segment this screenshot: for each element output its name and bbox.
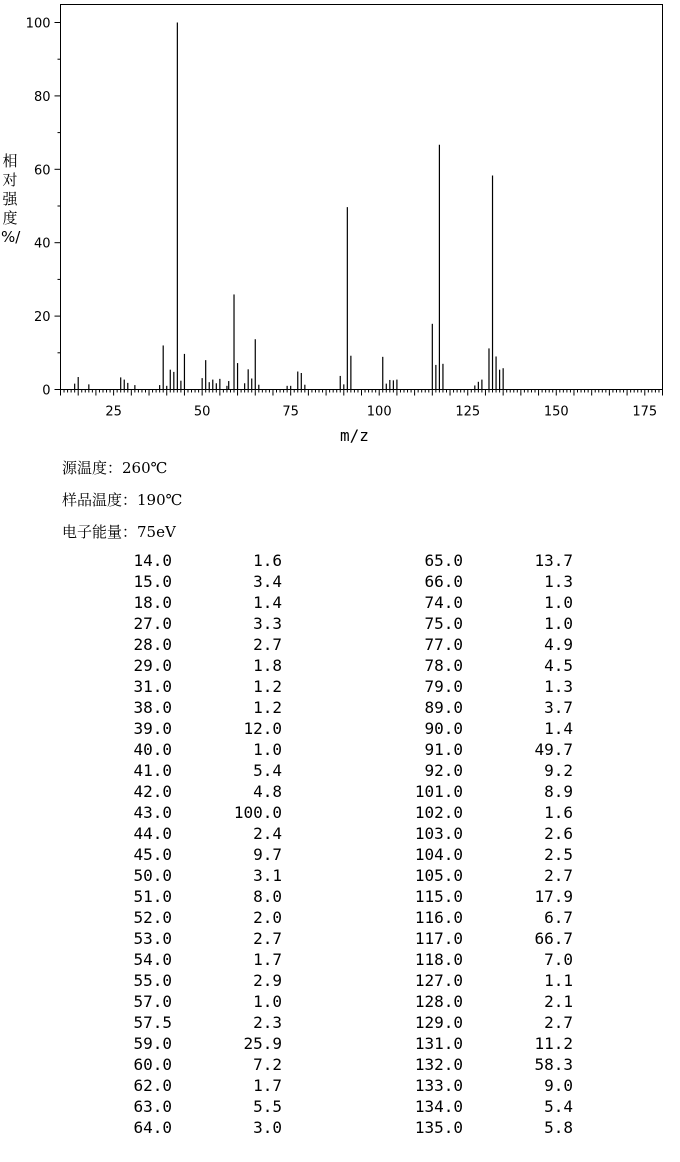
peak-table-row: [0, 823, 680, 844]
intensity-value: 3.7: [544, 698, 573, 717]
peak-table-row: [0, 907, 680, 928]
mz-value: 104.0: [414, 845, 463, 864]
intensity-value: 2.1: [544, 992, 573, 1011]
intensity-value: 4.9: [544, 635, 573, 654]
peak-table-row: [0, 613, 680, 634]
mz-value: 41.0: [133, 761, 172, 780]
mz-value: 39.0: [133, 719, 172, 738]
x-tick-label: 75: [282, 404, 299, 420]
mz-value: 14.0: [133, 551, 172, 570]
y-axis-label-char: 对: [2, 171, 18, 189]
intensity-value: 7.2: [253, 1055, 282, 1074]
mz-value: 57.5: [133, 1013, 172, 1032]
mz-value: 50.0: [133, 866, 172, 885]
intensity-value: 1.0: [544, 593, 573, 612]
intensity-value: 3.1: [253, 866, 282, 885]
mz-value: 60.0: [133, 1055, 172, 1074]
mz-value: 117.0: [414, 929, 463, 948]
electron-energy: [62, 521, 176, 542]
intensity-value: 5.5: [253, 1097, 282, 1116]
intensity-value: 1.6: [253, 551, 282, 570]
peak-table-row: [0, 655, 680, 676]
peak-table-row: [0, 1054, 680, 1075]
intensity-value: 1.3: [544, 677, 573, 696]
y-tick-label: 40: [33, 236, 51, 252]
condition-label: 样品温度：: [62, 491, 138, 509]
intensity-value: 6.7: [544, 908, 573, 927]
intensity-value: 2.3: [253, 1013, 282, 1032]
intensity-value: 1.3: [544, 572, 573, 591]
intensity-value: 2.5: [544, 845, 573, 864]
mz-value: 78.0: [424, 656, 463, 675]
intensity-value: 1.6: [544, 803, 573, 822]
intensity-value: 9.7: [253, 845, 282, 864]
peak-table-row: [0, 760, 680, 781]
peak-table-row: [0, 1096, 680, 1117]
peak-table-row: [0, 634, 680, 655]
peak-table-row: [0, 781, 680, 802]
mz-value: 28.0: [133, 635, 172, 654]
intensity-value: 100.0: [233, 803, 282, 822]
intensity-value: 1.2: [253, 698, 282, 717]
mass-spectrum-chart: [0, 0, 680, 450]
mz-value: 53.0: [133, 929, 172, 948]
intensity-value: 8.0: [253, 887, 282, 906]
peak-table-row: [0, 886, 680, 907]
peak-table-row: [0, 949, 680, 970]
intensity-value: 1.0: [544, 614, 573, 633]
mz-value: 75.0: [424, 614, 463, 633]
peak-table-row: [0, 1012, 680, 1033]
intensity-value: 17.9: [534, 887, 573, 906]
intensity-value: 2.6: [544, 824, 573, 843]
mz-value: 131.0: [414, 1034, 463, 1053]
mz-value: 128.0: [414, 992, 463, 1011]
peak-table-row: [0, 865, 680, 886]
mz-value: 101.0: [414, 782, 463, 801]
intensity-value: 2.7: [544, 866, 573, 885]
mz-value: 118.0: [414, 950, 463, 969]
mz-value: 105.0: [414, 866, 463, 885]
intensity-value: 1.2: [253, 677, 282, 696]
mz-value: 31.0: [133, 677, 172, 696]
y-axis-label-char: 强: [2, 190, 18, 208]
mz-value: 45.0: [133, 845, 172, 864]
mz-value: 74.0: [424, 593, 463, 612]
intensity-value: 66.7: [534, 929, 573, 948]
x-axis-ticks: [61, 390, 663, 420]
mz-value: 90.0: [424, 719, 463, 738]
x-tick-label: 25: [105, 404, 122, 420]
intensity-value: 2.7: [253, 635, 282, 654]
condition-value: 260℃: [122, 459, 168, 477]
peak-table-row: [0, 739, 680, 760]
mz-value: 42.0: [133, 782, 172, 801]
mz-value: 115.0: [414, 887, 463, 906]
intensity-value: 11.2: [534, 1034, 573, 1053]
mz-value: 102.0: [414, 803, 463, 822]
mz-value: 129.0: [414, 1013, 463, 1032]
mz-value: 134.0: [414, 1097, 463, 1116]
y-tick-label: 60: [33, 163, 51, 179]
condition-label: 源温度：: [62, 459, 123, 477]
mz-value: 44.0: [133, 824, 172, 843]
mz-value: 54.0: [133, 950, 172, 969]
intensity-value: 5.4: [544, 1097, 573, 1116]
intensity-value: 3.3: [253, 614, 282, 633]
y-axis-label: [1, 152, 19, 247]
mz-value: 52.0: [133, 908, 172, 927]
intensity-value: 2.4: [253, 824, 282, 843]
mz-value: 79.0: [424, 677, 463, 696]
mz-value: 55.0: [133, 971, 172, 990]
intensity-value: 1.7: [253, 1076, 282, 1095]
peak-table-row: [0, 571, 680, 592]
peak-table-row: [0, 550, 680, 571]
intensity-value: 3.0: [253, 1118, 282, 1137]
intensity-value: 2.0: [253, 908, 282, 927]
intensity-value: 9.2: [544, 761, 573, 780]
mz-value: 116.0: [414, 908, 463, 927]
intensity-value: 5.8: [544, 1118, 573, 1137]
y-axis-label-char: 相: [2, 152, 18, 170]
mz-value: 40.0: [133, 740, 172, 759]
intensity-value: 12.0: [243, 719, 282, 738]
mz-value: 29.0: [133, 656, 172, 675]
mz-value: 66.0: [424, 572, 463, 591]
mz-value: 64.0: [133, 1118, 172, 1137]
spectrum-peaks: [75, 23, 503, 390]
y-axis-ticks: [26, 17, 61, 399]
intensity-value: 9.0: [544, 1076, 573, 1095]
mz-value: 103.0: [414, 824, 463, 843]
peak-table-row: [0, 676, 680, 697]
intensity-value: 2.7: [253, 929, 282, 948]
intensity-value: 1.0: [253, 740, 282, 759]
intensity-value: 49.7: [534, 740, 573, 759]
intensity-value: 1.4: [544, 719, 573, 738]
x-tick-label: 175: [632, 404, 658, 420]
mz-value: 91.0: [424, 740, 463, 759]
intensity-value: 2.9: [253, 971, 282, 990]
plot-frame: [61, 5, 663, 390]
intensity-value: 25.9: [243, 1034, 282, 1053]
mz-value: 77.0: [424, 635, 463, 654]
mz-value: 92.0: [424, 761, 463, 780]
y-tick-label: 20: [33, 310, 51, 326]
intensity-value: 5.4: [253, 761, 282, 780]
intensity-value: 4.5: [544, 656, 573, 675]
peak-table-row: [0, 718, 680, 739]
y-tick-label: 0: [42, 383, 51, 399]
intensity-value: 1.1: [544, 971, 573, 990]
condition-label: 电子能量：: [62, 523, 138, 541]
y-tick-label: 100: [25, 16, 51, 32]
peak-table-row: [0, 1117, 680, 1138]
y-axis-label-char: %/: [1, 228, 21, 246]
peak-table-row: [0, 928, 680, 949]
sample-temperature: [62, 489, 182, 510]
mz-value: 15.0: [133, 572, 172, 591]
mz-value: 18.0: [133, 593, 172, 612]
mz-value: 135.0: [414, 1118, 463, 1137]
mz-value: 133.0: [414, 1076, 463, 1095]
intensity-value: 3.4: [253, 572, 282, 591]
intensity-value: 8.9: [544, 782, 573, 801]
intensity-value: 1.0: [253, 992, 282, 1011]
intensity-value: 1.7: [253, 950, 282, 969]
x-tick-label: 50: [193, 404, 211, 420]
intensity-value: 13.7: [534, 551, 573, 570]
y-axis-label-char: 度: [2, 209, 18, 227]
peak-table-row: [0, 1033, 680, 1054]
condition-value: 75eV: [137, 523, 176, 541]
y-tick-label: 80: [33, 89, 51, 105]
intensity-value: 7.0: [544, 950, 573, 969]
mz-value: 43.0: [133, 803, 172, 822]
intensity-value: 58.3: [534, 1055, 573, 1074]
x-tick-label: 125: [455, 404, 481, 420]
x-tick-label: 150: [543, 404, 569, 420]
intensity-value: 1.8: [253, 656, 282, 675]
x-axis-label: m/z: [340, 426, 369, 445]
mz-value: 38.0: [133, 698, 172, 717]
intensity-value: 2.7: [544, 1013, 573, 1032]
mz-value: 63.0: [133, 1097, 172, 1116]
condition-value: 190℃: [137, 491, 183, 509]
intensity-value: 4.8: [253, 782, 282, 801]
source-temperature: [62, 457, 167, 478]
mz-value: 51.0: [133, 887, 172, 906]
mz-value: 27.0: [133, 614, 172, 633]
mz-value: 62.0: [133, 1076, 172, 1095]
peak-table-row: [0, 991, 680, 1012]
x-tick-label: 100: [366, 404, 392, 420]
intensity-value: 1.4: [253, 593, 282, 612]
mz-value: 57.0: [133, 992, 172, 1011]
peak-table-row: [0, 1075, 680, 1096]
mz-value: 89.0: [424, 698, 463, 717]
peak-table-row: [0, 844, 680, 865]
peak-table-row: [0, 592, 680, 613]
peak-table-row: [0, 802, 680, 823]
mz-value: 127.0: [414, 971, 463, 990]
mz-value: 132.0: [414, 1055, 463, 1074]
mz-value: 65.0: [424, 551, 463, 570]
mz-value: 59.0: [133, 1034, 172, 1053]
peak-table-row: [0, 697, 680, 718]
peak-table-row: [0, 970, 680, 991]
